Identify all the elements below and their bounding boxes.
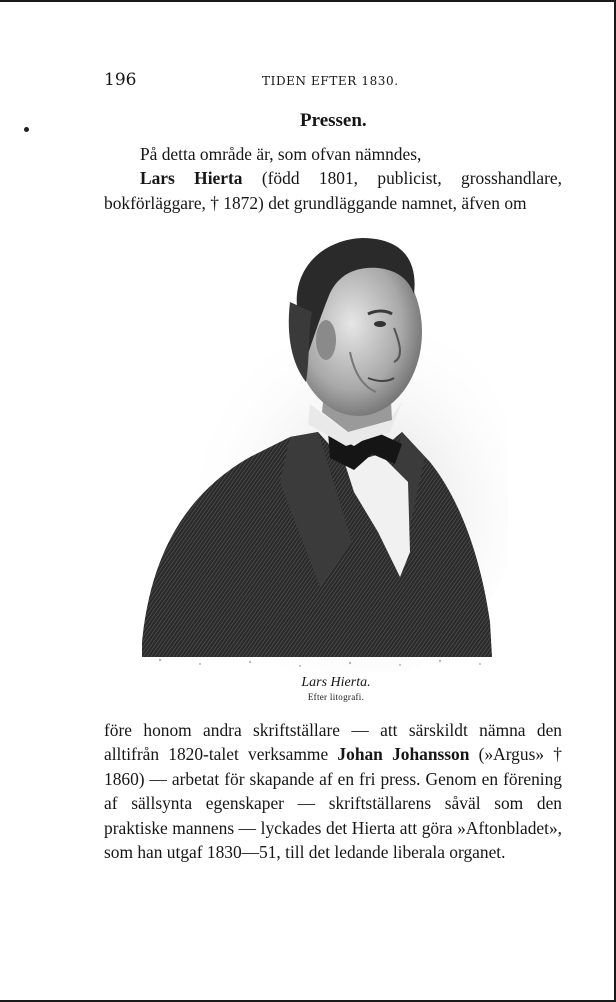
paragraph-hierta [104,166,562,215]
bottom-text-block [104,718,562,864]
paragraph-johansson-lead: före honom andra skriftställare — att särskildt nämna den alltifrån 1820-talet verksamme [104,720,562,765]
section-title: Pressen. [300,110,367,131]
margin-mark [24,127,29,132]
paragraph-johansson [104,718,562,864]
top-text-block [104,142,562,215]
paragraph-hierta-text: (född 1801, publicist, grosshandlare, bokförläggare, † 1872) det grundläggande namnet, äfven om [104,168,562,213]
figure-caption-source: Efter litografi. [307,692,365,702]
running-head: TIDEN EFTER 1830. [262,74,399,88]
person-name-johansson: Johan Johansson [337,744,470,765]
paragraph-intro: På detta område är, som ofvan nämndes, [140,144,422,164]
paragraph-johansson-rest: (»Argus» † 1860) — arbetat för skapande af en fri press. Genom en förening af sällsynta egenskaper — skriftställarens såväl som den praktiske mannens — lyckades det Hierta att göra »Aftonbladet», som han utgaf 1830—51, till det ledande liberala organet. [104,744,562,863]
figure-caption-name: Lars Hierta. [301,675,371,690]
page-number: 196 [104,70,137,90]
person-name-hierta: Lars Hierta [140,168,243,189]
page-frame-top [0,0,616,2]
portrait-engraving [140,232,508,672]
